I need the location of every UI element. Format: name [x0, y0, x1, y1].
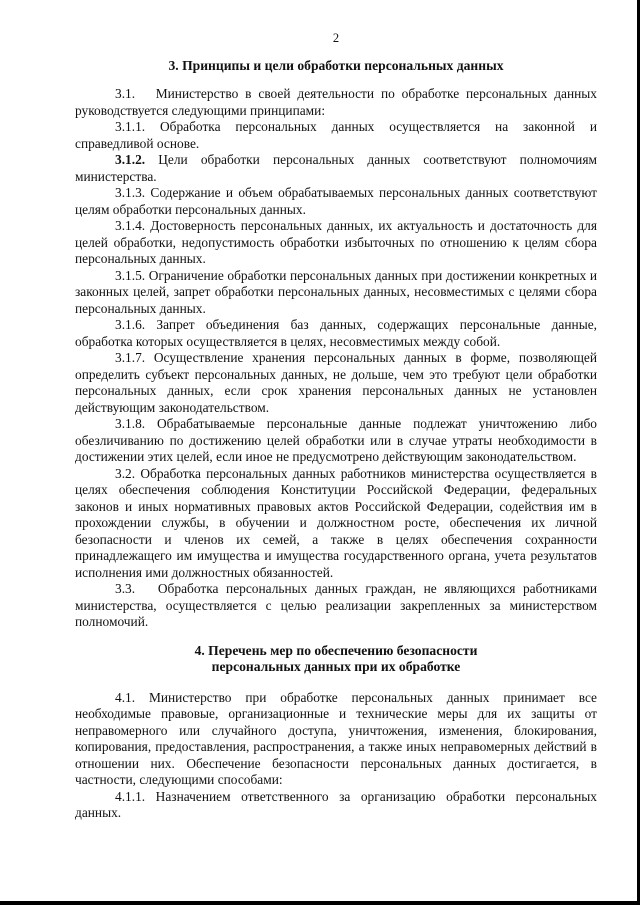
paragraph-3-1-1: 3.1.1. Обработка персональных данных осуществляется на законной и справедливой основе. — [75, 119, 597, 151]
paragraph-3-1-6: 3.1.6. Запрет объединения баз данных, содержащих персональные данные, обработка которых осуществляется в целях, несовместимых между собой. — [75, 317, 597, 349]
section-4-heading — [75, 643, 597, 676]
paragraph-3-1-2-number: 3.1.2. — [115, 152, 146, 167]
paragraph-3-3: 3.3. Обработка персональных данных граждан, не являющихся работниками министерства, осуществляется с целью реализации закрепленных за министерством полномочий. — [75, 581, 597, 629]
paragraph-3-1-7: 3.1.7. Осуществление хранения персональных данных в форме, позволяющей определить субъект персональных данных, не дольше, чем это требуют цели обработки персональных данных, если срок хранения персональных данных не установлен действующим законодательством. — [75, 350, 597, 415]
paragraph-3-1-3: 3.1.3. Содержание и объем обрабатываемых персональных данных соответствуют целям обработки персональных данных. — [75, 185, 597, 217]
paragraph-3-1-4: 3.1.4. Достоверность персональных данных, их актуальность и достаточность для целей обработки, недопустимость обработки избыточных по отношению к целям сбора персональных данных. — [75, 218, 597, 266]
scan-edge-bottom — [0, 901, 640, 905]
paragraph-3-1-8: 3.1.8. Обрабатываемые персональные данные подлежат уничтожению либо обезличиванию по достижению целей обработки или в случае утраты необходимости в достижении этих целей, если иное не предусмотрено действующим законодательством. — [75, 416, 597, 464]
paragraph-3-1: 3.1. Министерство в своей деятельности по обработке персональных данных руководствуется следующими принципами: — [75, 86, 597, 118]
page-content — [75, 30, 597, 822]
section-4-heading-line2: персональных данных при их обработке — [211, 659, 461, 674]
paragraph-4-1: 4.1. Министерство при обработке персональных данных принимает все необходимые правовые, организационные и технические меры для их защиты от неправомерного или случайного доступа, уничтожения, изменения, блокирования, копирования, предоставления, распространения, а также иных неправомерных действий в отношении них. Обеспечение безопасности персональных данных достигается, в частности, следующими способами: — [75, 689, 597, 787]
section-3-heading: 3. Принципы и цели обработки персональных данных — [168, 57, 504, 73]
paragraph-3-1-2-text: Цели обработки персональных данных соответствуют полномочиям министерства. — [75, 152, 597, 184]
paragraph-3-1-2 — [75, 152, 597, 185]
page-number: 2 — [332, 31, 340, 45]
paragraph-3-1-5: 3.1.5. Ограничение обработки персональных данных при достижении конкретных и законных целей, запрет обработки персональных данных, несовместимых с целями сбора персональных данных. — [75, 267, 597, 316]
section-4-heading-line1: 4. Перечень мер по обеспечению безопасности — [194, 642, 478, 658]
paragraph-4-1-1: 4.1.1. Назначением ответственного за организацию обработки персональных данных. — [75, 788, 597, 820]
paragraph-3-2: 3.2. Обработка персональных данных работников министерства осуществляется в целях обеспечения соблюдения Конституции Российской Федерации, федеральных законов и иных нормативных правовых актов Российской Федерации, содействия им в прохождении службы, в обучении и должностном росте, обеспечения их личной безопасности и членов их семей, а также в целях обеспечения сохранности принадлежащего им имущества и имущества государственного органа, учета результатов исполнения ими должностных обязанностей. — [75, 465, 597, 580]
